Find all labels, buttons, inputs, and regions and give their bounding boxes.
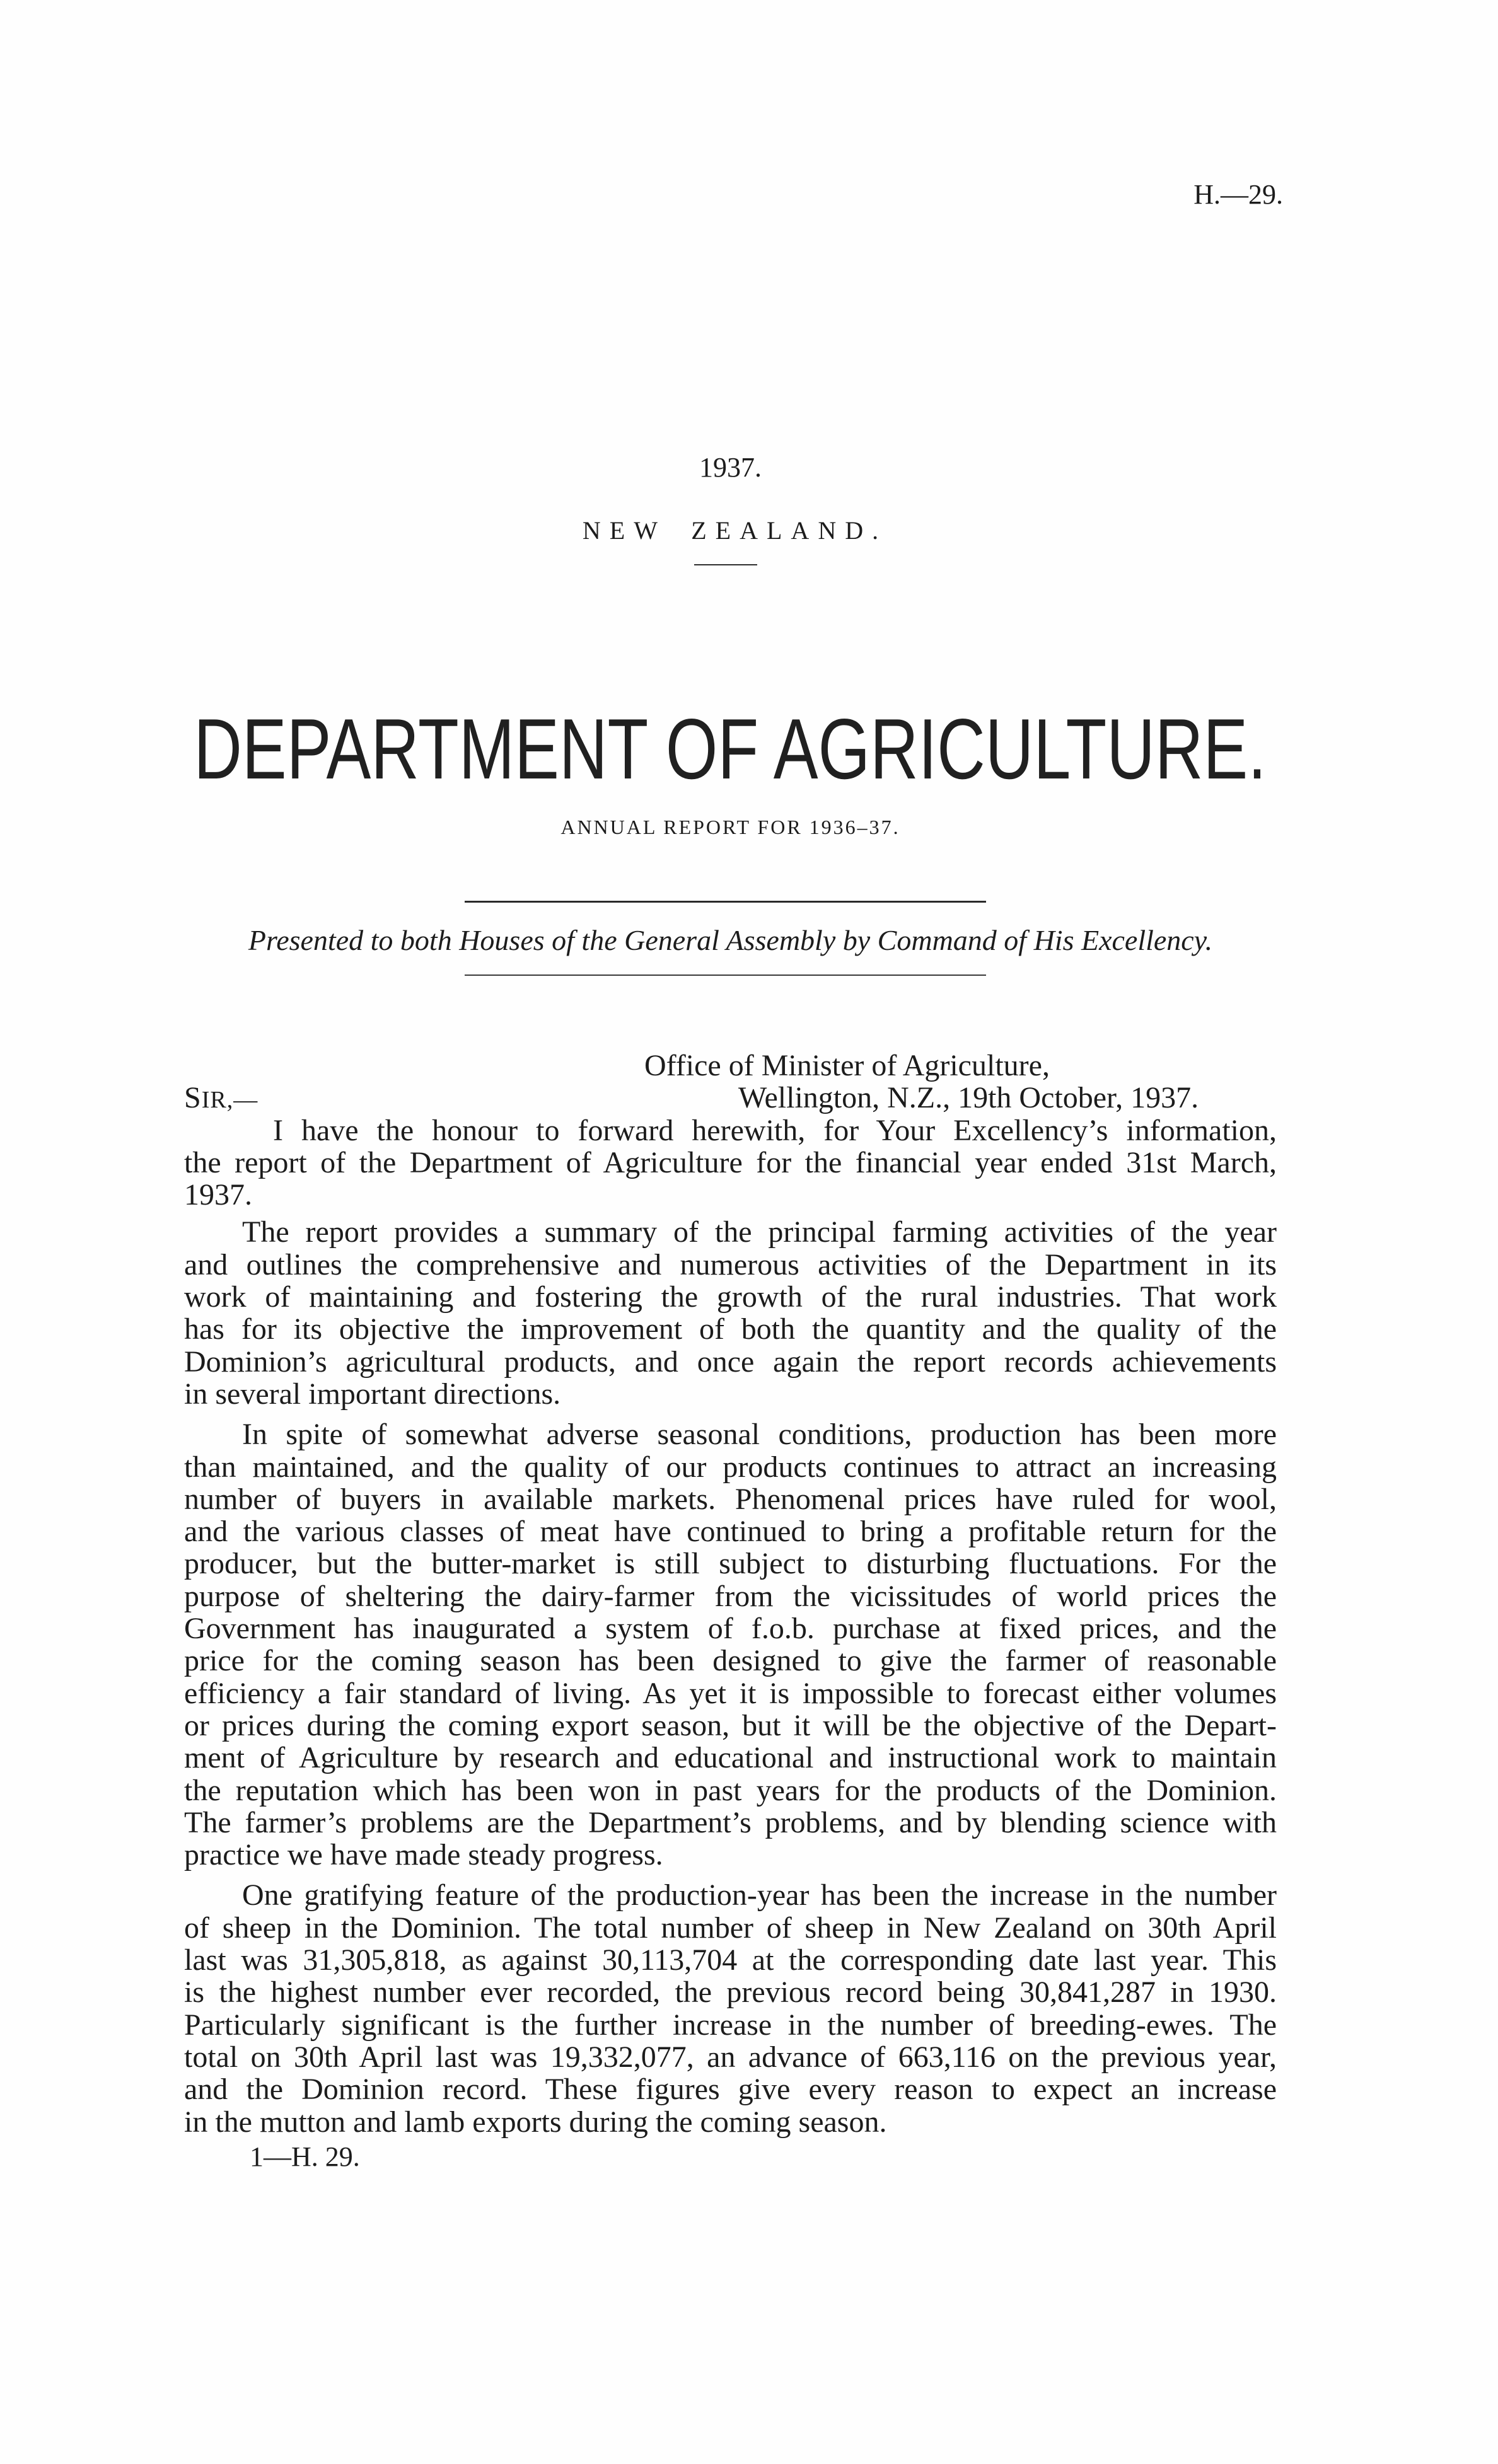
text-line: purpose of sheltering the dairy-farmer from the vicissitudes of world prices the [184,1579,1277,1613]
report-title: DEPARTMENT OF AGRICULTURE. [194,701,1267,797]
text-line: In spite of somewhat adverse seasonal conditions, production has been more [242,1418,1277,1452]
text-line: total on 30th April last was 19,332,077, an advance of 663,116 on the previous year, [184,2040,1277,2074]
text-line: and the various classes of meat have continued to bring a profitable return for the [184,1515,1277,1549]
sender-address-place-date: Wellington, N.Z., 19th October, 1937. [738,1081,1199,1115]
text-line: price for the coming season has been designed to give the farmer of reasonable [184,1644,1277,1678]
heading-divider [694,564,757,565]
text-line: in the mutton and lamb exports during the coming season. [184,2105,887,2139]
text-line: the reputation which has been won in past years for the products of the Dominion. [184,1773,1277,1807]
text-line: One gratifying feature of the production-year has been the increase in the number [242,1878,1277,1912]
text-line: 1937. [184,1178,252,1212]
paragraph-1 [184,1114,1277,1212]
report-subtitle: ANNUAL REPORT FOR 1936–37. [560,816,900,838]
paragraph-2 [184,1216,1277,1410]
text-line: last was 31,305,818, as against 30,113,704 at the corresponding date last year. This [184,1943,1277,1977]
text-line: The report provides a summary of the principal farming activities of the year [242,1215,1277,1249]
text-line: producer, but the butter-market is still subject to disturbing fluctuations. For the [184,1547,1277,1581]
paragraph-4 [184,1879,1277,2137]
text-line: is the highest number ever recorded, the previous record being 30,841,287 in 1930. [184,1975,1277,2010]
title-rule-bottom [465,975,986,976]
text-line: has for its objective the improvement of both the quantity and the quality of the [184,1312,1277,1346]
salutation-row [184,1082,1277,1114]
page-reference-mark: H.—29. [1193,179,1283,210]
sender-address-office: Office of Minister of Agriculture, [644,1049,1050,1082]
text-line: or prices during the coming export season, but it will be the objective of the Depart- [184,1708,1277,1742]
presentation-note: Presented to both Houses of the General Assembly by Command of His Excellency. [248,924,1213,956]
salutation: SIR,— [184,1081,258,1115]
text-line: and the Dominion record. These figures give every reason to expect an increase [184,2073,1277,2107]
report-year: 1937. [699,452,762,483]
text-line: in several important directions. [184,1377,561,1411]
title-rule-top [465,901,986,903]
text-line: efficiency a fair standard of living. As yet it is impossible to forecast either volumes [184,1676,1277,1710]
text-line: Government has inaugurated a system of f.o.b. purchase at fixed prices, and the [184,1612,1277,1646]
text-line: ment of Agriculture by research and educational and instructional work to maintain [184,1741,1277,1775]
text-line: Particularly significant is the further increase in the number of breeding-ewes. The [184,2008,1277,2042]
text-line: The farmer’s problems are the Department’s problems, and by blending science with [184,1805,1277,1839]
text-line: number of buyers in available markets. Phenomenal prices have ruled for wool, [184,1482,1277,1516]
country-heading: NEW ZEALAND. [582,516,888,545]
text-line: of sheep in the Dominion. The total number of sheep in New Zealand on 30th April [184,1911,1277,1945]
text-line: and outlines the comprehensive and numerous activities of the Department in its [184,1247,1277,1281]
text-line: practice we have made steady progress. [184,1838,663,1872]
text-line: than maintained, and the quality of our products continues to attract an increasing [184,1450,1277,1484]
text-line: work of maintaining and fostering the growth of the rural industries. That work [184,1280,1277,1314]
text-line: Dominion’s agricultural products, and once again the report records achievements [184,1345,1277,1379]
paragraph-3 [184,1418,1277,1871]
text-line: I have the honour to forward herewith, for Your Excellency’s information, [273,1113,1277,1147]
printer-signature: 1—H. 29. [250,2141,360,2172]
letter-body [184,1050,1277,2173]
text-line: the report of the Department of Agriculture for the financial year ended 31st March, [184,1145,1277,1179]
